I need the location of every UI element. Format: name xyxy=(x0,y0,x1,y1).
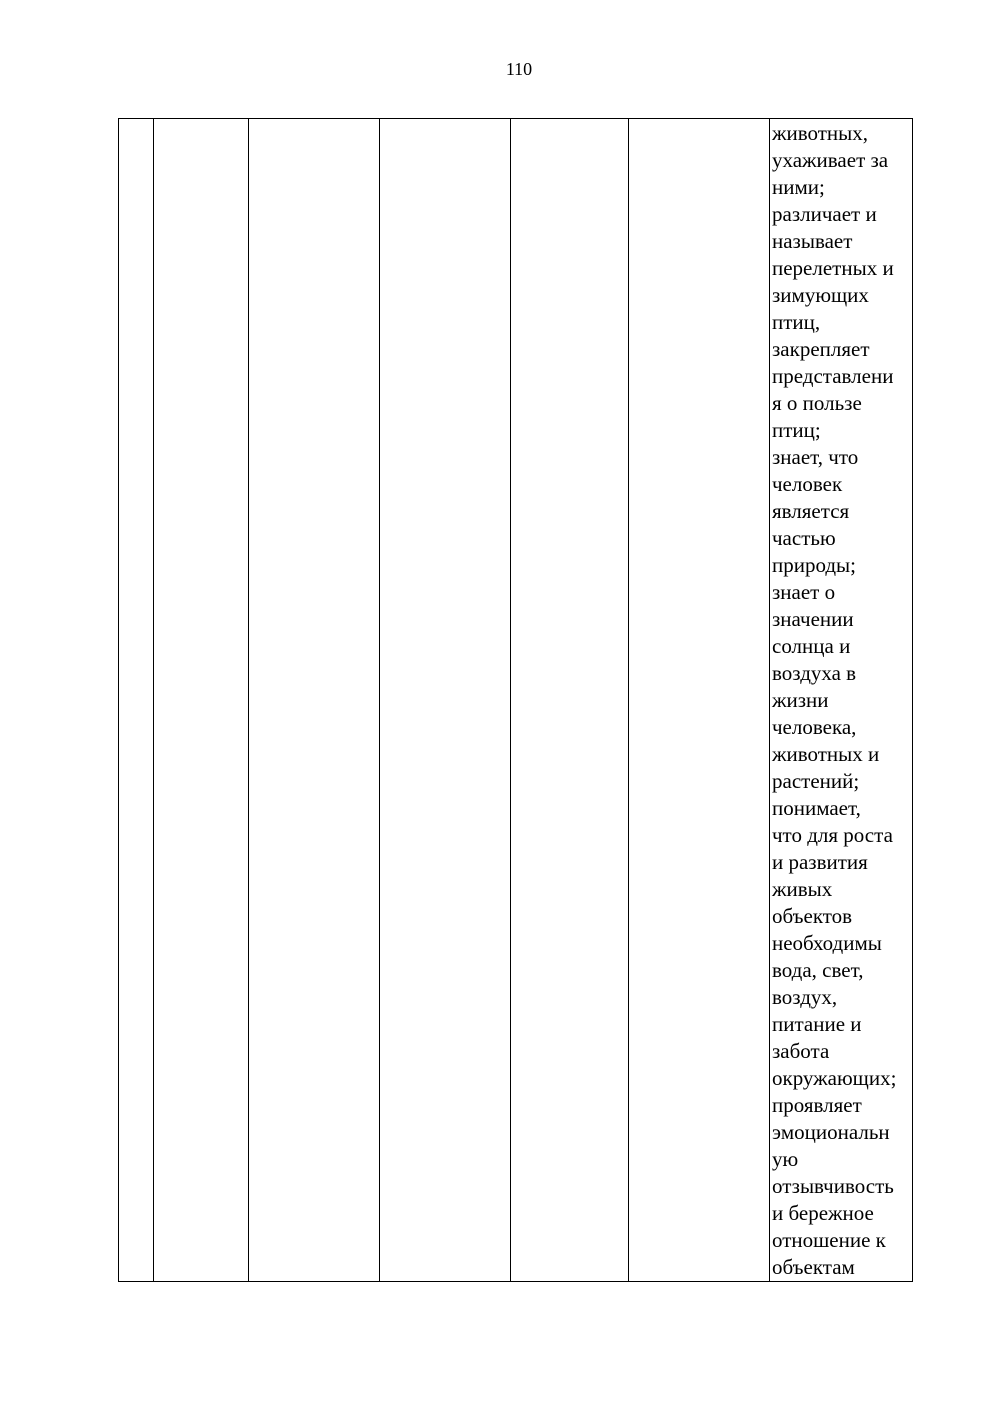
table-cell-3 xyxy=(249,119,380,1282)
table-cell-5 xyxy=(511,119,629,1282)
table-cell-6 xyxy=(629,119,770,1282)
table-cell-7 xyxy=(770,119,913,1282)
table-row xyxy=(119,119,913,1282)
cell-text-outcomes: животных, ухаживает за ними; различает и называет перелетных и зимующих птиц, закрепляет представлени я о пользе птиц; знает, что человек является частью природы; знает о значении солнца и воздуха в жизни человека, животных и растений; понимает, что для роста и развития живых объектов необходимы вода, свет, воздух, питание и забота окружающих; проявляет эмоциональн ую отзывчивость и бережное отношение к объектам xyxy=(772,121,897,1279)
page-number: 110 xyxy=(505,59,533,79)
table-cell-2 xyxy=(154,119,249,1282)
table-cell-1 xyxy=(119,119,154,1282)
content-table xyxy=(118,118,913,1282)
table-cell-4 xyxy=(380,119,511,1282)
